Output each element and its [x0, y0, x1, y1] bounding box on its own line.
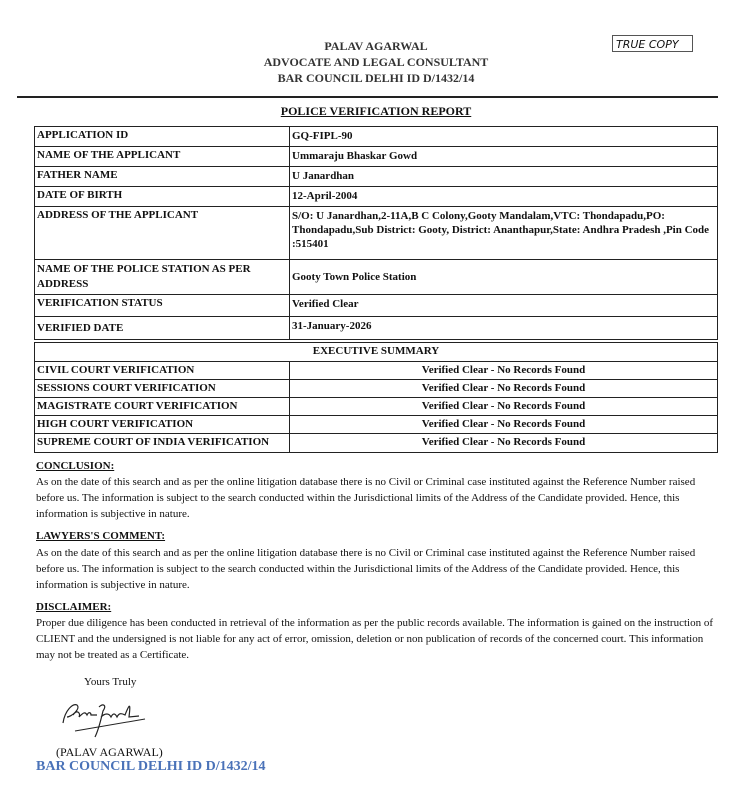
- table-row: [35, 434, 718, 453]
- row-label: APPLICATION ID: [35, 127, 290, 147]
- disclaimer-text: Proper due diligence has been conducted in retrieval of the information as per the public records available. The information is gained on the instruction of CLIENT and the undersigned is not liable for any act of error, omission, deletion or non publication of records of the concerned court. This information may not be treated as a Certificate.: [36, 617, 713, 661]
- true-copy-stamp: TRUE COPY: [612, 35, 693, 52]
- page-title: POLICE VERIFICATION REPORT: [280, 104, 472, 118]
- row-label: NAME OF THE APPLICANT: [35, 147, 290, 167]
- applicant-details-table: [34, 126, 718, 340]
- row-value: 12-April-2004: [290, 187, 718, 207]
- row-label: SUPREME COURT OF INDIA VERIFICATION: [35, 434, 290, 453]
- table-row: [35, 167, 718, 187]
- row-value: Verified Clear - No Records Found: [290, 380, 718, 398]
- advocate-name: PALAV AGARWAL: [324, 39, 428, 53]
- row-label: NAME OF THE POLICE STATION AS PER ADDRESS: [35, 260, 290, 295]
- table-row: [35, 207, 718, 260]
- comment-heading: LAWYERS'S COMMENT:: [36, 530, 166, 542]
- row-label: FATHER NAME: [35, 167, 290, 187]
- row-label: HIGH COURT VERIFICATION: [35, 416, 290, 434]
- advocate-bar-id: BAR COUNCIL DELHI ID D/1432/14: [277, 71, 475, 85]
- row-value: Ummaraju Bhaskar Gowd: [290, 147, 718, 167]
- table-row: [35, 147, 718, 167]
- row-value: Verified Clear - No Records Found: [290, 398, 718, 416]
- signatory-name: (PALAV AGARWAL): [56, 745, 163, 759]
- row-value: Verified Clear - No Records Found: [290, 362, 718, 380]
- comment-text: As on the date of this search and as per the online litigation database there is no Civil or Criminal case instituted against the Reference Number raised before us. The information is subject to the search conducted within the Jurisdictional limits of the Address of the Candidate provided. Hence, this information is subjective in nature.: [36, 547, 696, 591]
- row-value: Verified Clear: [290, 295, 718, 317]
- row-label: ADDRESS OF THE APPLICANT: [35, 207, 290, 260]
- row-value: 31-January-2026: [290, 317, 718, 340]
- row-label: VERIFIED DATE: [35, 317, 290, 340]
- table-row: [35, 380, 718, 398]
- summary-heading: EXECUTIVE SUMMARY: [35, 343, 718, 362]
- table-row: [35, 295, 718, 317]
- signatory-bar-id: BAR COUNCIL DELHI ID D/1432/14: [36, 759, 266, 774]
- table-row: [35, 398, 718, 416]
- row-label: CIVIL COURT VERIFICATION: [35, 362, 290, 380]
- row-value: U Janardhan: [290, 167, 718, 187]
- row-label: MAGISTRATE COURT VERIFICATION: [35, 398, 290, 416]
- row-value: GQ-FIPL-90: [290, 127, 718, 147]
- header-divider: [17, 96, 718, 98]
- closing: Yours Truly: [84, 676, 137, 688]
- table-row: [35, 260, 718, 295]
- disclaimer-section: [36, 599, 716, 663]
- conclusion-section: [36, 458, 716, 522]
- executive-summary-table: [34, 342, 718, 453]
- disclaimer-heading: DISCLAIMER:: [36, 601, 112, 613]
- row-value: S/O: U Janardhan,2-11A,B C Colony,Gooty Mandalam,VTC: Thondapadu,PO: Thondapadu,Sub District: Gooty, District: Ananthapur,State: Andhra Pradesh ,Pin Code :515401: [290, 207, 718, 260]
- signature-image: [55, 695, 155, 745]
- advocate-designation: ADVOCATE AND LEGAL CONSULTANT: [263, 55, 489, 69]
- table-row: [35, 416, 718, 434]
- lawyers-comment-section: [36, 528, 716, 593]
- row-label: SESSIONS COURT VERIFICATION: [35, 380, 290, 398]
- table-row: [35, 362, 718, 380]
- table-row: [35, 127, 718, 147]
- row-label: DATE OF BIRTH: [35, 187, 290, 207]
- row-value: Verified Clear - No Records Found: [290, 434, 718, 453]
- row-value: Verified Clear - No Records Found: [290, 416, 718, 434]
- row-value: Gooty Town Police Station: [290, 260, 718, 295]
- row-label: VERIFICATION STATUS: [35, 295, 290, 317]
- table-row: [35, 187, 718, 207]
- conclusion-heading: CONCLUSION:: [36, 460, 115, 472]
- table-row: [35, 317, 718, 340]
- conclusion-text: As on the date of this search and as per the online litigation database there is no Civil or Criminal case instituted against the Reference Number raised before us. The information is subject to the search conducted within the Jurisdictional limits of the Address of the Candidate provided. Hence, this information is subjective in nature.: [36, 476, 696, 520]
